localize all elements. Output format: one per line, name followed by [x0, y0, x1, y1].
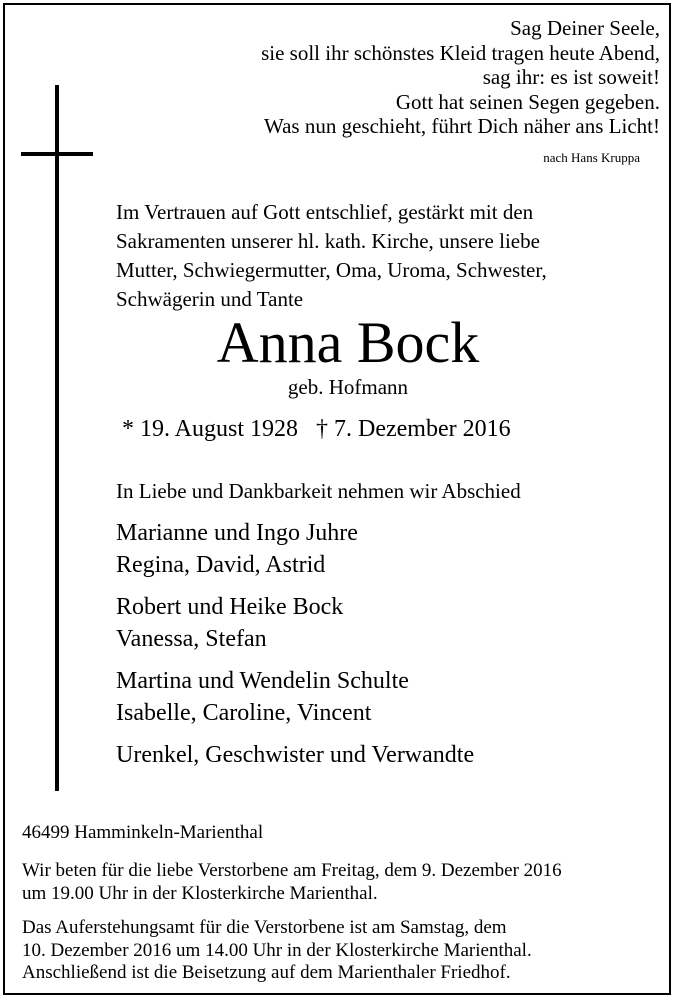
poem-source: nach Hans Kruppa	[543, 150, 640, 165]
mourner-line: Isabelle, Caroline, Vincent	[116, 700, 372, 726]
mourner-group	[116, 591, 474, 655]
mourner-group-extended	[116, 739, 474, 771]
service-line: 10. Dezember 2016 um 14.00 Uhr in der Klosterkirche Marienthal.	[22, 939, 532, 961]
poem-line: Was nun geschieht, führt Dich näher ans Licht!	[263, 114, 660, 138]
service-line: Wir beten für die liebe Verstorbene am Freitag, dem 9. Dezember 2016	[22, 860, 562, 881]
poem-line: sie soll ihr schönstes Kleid tragen heute Abend,	[261, 40, 660, 65]
intro-line: Mutter, Schwiegermutter, Oma, Uroma, Schwester,	[116, 258, 547, 282]
birth-date: * 19. August 1928	[122, 416, 299, 442]
mourner-line: Robert und Heike Bock	[116, 594, 344, 620]
death-date: † 7. Dezember 2016	[316, 416, 511, 442]
requiem-service-info	[22, 917, 662, 985]
farewell-text: In Liebe und Dankbarkeit nehmen wir Abschied	[116, 479, 521, 503]
service-line: Das Auferstehungsamt für die Verstorbene ist am Samstag, dem	[22, 917, 507, 938]
mourner-line: Regina, David, Astrid	[116, 552, 326, 578]
prayer-service-info	[22, 860, 662, 905]
cross-vertical-bar	[55, 85, 59, 791]
mourner-line: Marianne und Ingo Juhre	[116, 520, 358, 546]
poem-line: Sag Deiner Seele,	[510, 16, 660, 40]
mourner-line: Martina und Wendelin Schulte	[116, 668, 409, 694]
poem-line: Gott hat seinen Segen gegeben.	[395, 89, 660, 114]
poem	[140, 16, 660, 139]
intro-line: Sakramenten unserer hl. kath. Kirche, unsere liebe	[116, 229, 540, 253]
service-line: Anschließend ist die Beisetzung auf dem Marienthaler Friedhof.	[22, 962, 511, 983]
life-dates	[122, 413, 511, 445]
address: 46499 Hamminkeln-Marienthal	[22, 822, 264, 843]
intro-line: Schwägerin und Tante	[116, 287, 304, 311]
mourner-line: Urenkel, Geschwister und Verwandte	[116, 742, 475, 768]
mourner-group	[116, 517, 474, 581]
intro-text	[116, 198, 636, 314]
service-line: um 19.00 Uhr in der Klosterkirche Marienthal.	[22, 882, 378, 904]
poem-line: sag ihr: es ist soweit!	[482, 65, 660, 89]
mourner-line: Vanessa, Stefan	[116, 626, 267, 652]
mourners-list	[116, 517, 474, 781]
mourner-group	[116, 665, 474, 729]
maiden-name: geb. Hofmann	[287, 375, 409, 399]
cross-horizontal-bar	[21, 152, 93, 156]
intro-line: Im Vertrauen auf Gott entschlief, gestärkt mit den	[116, 200, 534, 224]
deceased-name: Anna Bock	[216, 310, 480, 375]
